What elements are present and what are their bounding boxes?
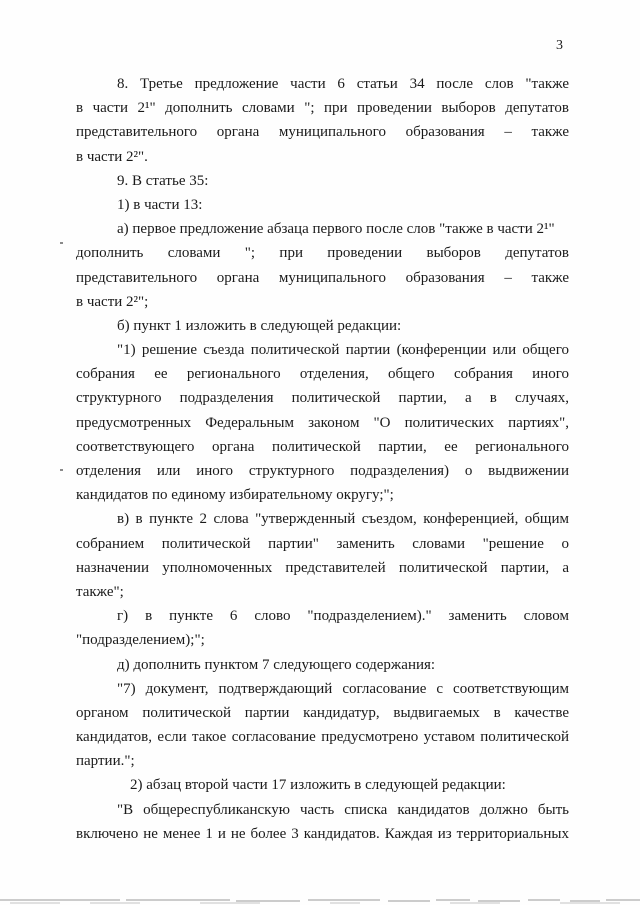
text-line: в) в пункте 2 слова "утвержденный съездом, конференцией, общим [117, 511, 569, 528]
text-line: 8. Третье предложение части 6 статьи 34 после слов "также [117, 76, 569, 92]
scan-bottom-edge [0, 893, 640, 905]
text-line: 9. В статье 35: [117, 172, 209, 189]
text-line: б) пункт 1 изложить в следующей редакции: [117, 317, 402, 334]
text-line: предусмотренных Федеральным законом "О политических партиях", [76, 414, 569, 431]
text-line: соответствующего органа политической партии, ее регионального [76, 438, 569, 455]
text-line: кандидатов по единому избирательному округу;"; [76, 487, 394, 504]
text-line: 2) абзац второй части 17 изложить в следующей редакции: [130, 777, 506, 794]
text-line: в части 2²". [76, 148, 148, 165]
text-line: также"; [76, 583, 124, 600]
text-line: 1) в части 13: [117, 196, 203, 213]
page-number: 3 [556, 38, 563, 53]
text-line: органом политической партии кандидатур, выдвигаемых в качестве [76, 704, 569, 721]
text-line: включено не менее 1 и не более 3 кандидатов. Каждая из территориальных [76, 825, 569, 842]
text-line: "1) решение съезда политической партии (конференции или общего [117, 342, 569, 359]
text-line: представительного органа муниципального образования – также [76, 124, 569, 141]
text-line: партии."; [76, 753, 135, 770]
scan-mark [60, 242, 63, 244]
text-line: "подразделением);"; [76, 632, 205, 649]
text-line: структурного подразделения политической партии, а в случаях, [76, 390, 569, 407]
scan-mark [60, 469, 63, 471]
text-line: а) первое предложение абзаца первого после слов "также в части 2¹" [117, 221, 555, 238]
text-line: "В общереспубликанскую часть списка кандидатов должно быть [117, 801, 569, 818]
text-line: кандидатов, если такое согласование предусмотрено уставом политической [76, 729, 569, 746]
text-line: в части 2¹" дополнить словами "; при проведении выборов депутатов [76, 100, 569, 117]
document-body [76, 72, 569, 846]
text-line: дополнить словами "; при проведении выборов депутатов [76, 245, 569, 262]
text-line: в части 2²"; [76, 293, 149, 310]
text-line: д) дополнить пунктом 7 следующего содержания: [117, 656, 436, 673]
text-line: назначении уполномоченных представителей политической партии, а [76, 559, 569, 576]
text-line: г) в пункте 6 слово "подразделением)." заменить словом [117, 608, 569, 625]
text-line: "7) документ, подтверждающий согласование с соответствующим [117, 680, 569, 697]
text-line: собрания ее регионального отделения, общего собрания иного [76, 366, 569, 383]
text-line: представительного органа муниципального образования – также [76, 269, 569, 286]
text-line: отделения или иного структурного подразделения) о выдвижении [76, 463, 569, 479]
text-line: собранием политической партии" заменить словами "решение о [76, 535, 569, 552]
